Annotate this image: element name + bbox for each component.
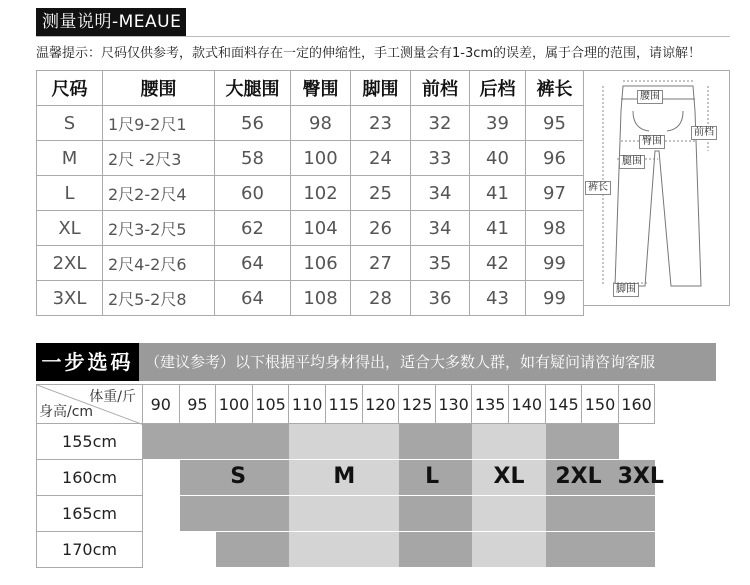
size-table-row (37, 176, 584, 211)
cell-hip: 108 (291, 281, 351, 316)
weight-header: 110 (289, 384, 326, 424)
header-waist: 腰围 (103, 71, 215, 106)
cell-thigh: 64 (215, 246, 291, 281)
weight-header: 130 (436, 384, 473, 424)
cell-hip: 100 (291, 141, 351, 176)
header-front-rise: 前档 (411, 71, 470, 106)
weight-header: 140 (509, 384, 546, 424)
size-zone-block (216, 532, 289, 568)
header-divider (36, 36, 730, 37)
size-table-header (37, 71, 584, 106)
measurement-header: 测量说明-MEAUE (36, 8, 186, 36)
size-zone-label: XL (493, 464, 525, 489)
cell-size: L (37, 176, 103, 211)
diagram-label-foot: 脚围 (613, 283, 639, 297)
header-size: 尺码 (37, 71, 103, 106)
cell-length: 97 (526, 176, 584, 211)
cell-back-rise: 40 (470, 141, 526, 176)
height-label: 160cm (36, 460, 143, 496)
size-zone-block (546, 532, 656, 568)
size-zone-label: 2XL (555, 464, 602, 489)
cell-thigh: 60 (215, 176, 291, 211)
cell-thigh: 62 (215, 211, 291, 246)
size-zone-block (289, 424, 399, 460)
cell-back-rise: 41 (470, 176, 526, 211)
size-zone-label: L (425, 464, 440, 489)
header-foot: 脚围 (351, 71, 411, 106)
cell-size: XL (37, 211, 103, 246)
weight-header: 90 (143, 384, 180, 424)
size-table (36, 70, 584, 316)
cell-waist: 2尺2-2尺4 (103, 176, 215, 211)
weight-header: 95 (180, 384, 217, 424)
size-zone-block (546, 496, 656, 532)
size-zone-block (472, 496, 545, 532)
size-zone-label: M (333, 464, 356, 489)
cell-waist: 2尺4-2尺6 (103, 246, 215, 281)
cell-front-rise: 33 (411, 141, 470, 176)
cell-thigh: 58 (215, 141, 291, 176)
cell-hip: 98 (291, 106, 351, 141)
size-zone-block (399, 496, 472, 532)
cell-back-rise: 39 (470, 106, 526, 141)
diagram-label-front-rise: 前档 (691, 126, 717, 140)
size-zone-block (472, 424, 545, 460)
weight-header: 150 (582, 384, 619, 424)
size-zone-block (143, 460, 180, 496)
size-chooser-subtitle: （建议参考）以下根据平均身材得出，适合大多数人群，如有疑问请咨询客服 (145, 353, 656, 371)
cell-foot: 27 (351, 246, 411, 281)
cell-waist: 2尺3-2尺5 (103, 211, 215, 246)
size-zone-block (399, 532, 472, 568)
size-table-row (37, 246, 584, 281)
header-hip: 臀围 (291, 71, 351, 106)
cell-length: 98 (526, 211, 584, 246)
cell-front-rise: 34 (411, 176, 470, 211)
size-table-row (37, 106, 584, 141)
cell-front-rise: 36 (411, 281, 470, 316)
cell-waist: 1尺9-2尺1 (103, 106, 215, 141)
size-zone-block (180, 496, 290, 532)
size-zone-block (143, 532, 180, 568)
header-back-rise: 后档 (470, 71, 526, 106)
weight-header: 125 (399, 384, 436, 424)
size-zone-block (619, 424, 656, 460)
size-zone-label: S (230, 464, 247, 489)
diagram-label-thigh: 腿围 (619, 155, 645, 169)
cell-foot: 23 (351, 106, 411, 141)
size-zone-block (289, 496, 399, 532)
height-label: 155cm (36, 424, 143, 460)
cell-back-rise: 43 (470, 281, 526, 316)
cell-thigh: 64 (215, 281, 291, 316)
size-chooser-title: 一步选码 (36, 343, 139, 381)
cell-size: M (37, 141, 103, 176)
cell-front-rise: 34 (411, 211, 470, 246)
cell-thigh: 56 (215, 106, 291, 141)
diagram-label-waist: 腰围 (637, 90, 663, 104)
height-label: 165cm (36, 496, 143, 532)
size-table-row (37, 211, 584, 246)
cell-length: 99 (526, 281, 584, 316)
cell-size: S (37, 106, 103, 141)
cell-hip: 104 (291, 211, 351, 246)
cell-foot: 28 (351, 281, 411, 316)
size-table-row (37, 281, 584, 316)
cell-front-rise: 32 (411, 106, 470, 141)
weight-header: 160 (619, 384, 656, 424)
tip-note: 温馨提示：尺码仅供参考，款式和面料存在一定的伸缩性，手工测量会有1-3cm的误差，属于合理的范围，请谅解！ (36, 46, 702, 61)
size-zone-block (289, 532, 399, 568)
cell-length: 95 (526, 106, 584, 141)
size-zone-block (399, 424, 472, 460)
header-length: 裤长 (526, 71, 584, 106)
weight-header: 145 (546, 384, 583, 424)
cell-size: 2XL (37, 246, 103, 281)
size-zone-label: 3XL (617, 464, 664, 489)
cell-foot: 24 (351, 141, 411, 176)
cell-length: 96 (526, 141, 584, 176)
diagram-label-hip: 臀围 (639, 135, 665, 149)
cell-length: 99 (526, 246, 584, 281)
height-label: 170cm (36, 532, 143, 568)
size-zone-block (180, 532, 217, 568)
weight-header: 115 (326, 384, 363, 424)
size-zone-block (143, 496, 180, 532)
cell-hip: 106 (291, 246, 351, 281)
weight-header: 105 (253, 384, 290, 424)
cell-front-rise: 35 (411, 246, 470, 281)
cell-foot: 26 (351, 211, 411, 246)
header-thigh: 大腿围 (215, 71, 291, 106)
axis-corner (36, 384, 143, 424)
cell-size: 3XL (37, 281, 103, 316)
pants-diagram (583, 70, 730, 306)
size-zone-block (546, 424, 619, 460)
size-zone-block (143, 424, 289, 460)
weight-header: 100 (216, 384, 253, 424)
axis-height-label: 身高/cm (39, 404, 94, 420)
cell-back-rise: 42 (470, 246, 526, 281)
cell-back-rise: 41 (470, 211, 526, 246)
diagram-label-length: 裤长 (585, 181, 611, 195)
cell-hip: 102 (291, 176, 351, 211)
size-zone-block (472, 532, 545, 568)
weight-header: 120 (363, 384, 400, 424)
cell-foot: 25 (351, 176, 411, 211)
weight-header: 135 (472, 384, 509, 424)
axis-weight-label: 体重/斤 (89, 389, 136, 405)
size-table-row (37, 141, 584, 176)
cell-waist: 2尺 -2尺3 (103, 141, 215, 176)
cell-waist: 2尺5-2尺8 (103, 281, 215, 316)
